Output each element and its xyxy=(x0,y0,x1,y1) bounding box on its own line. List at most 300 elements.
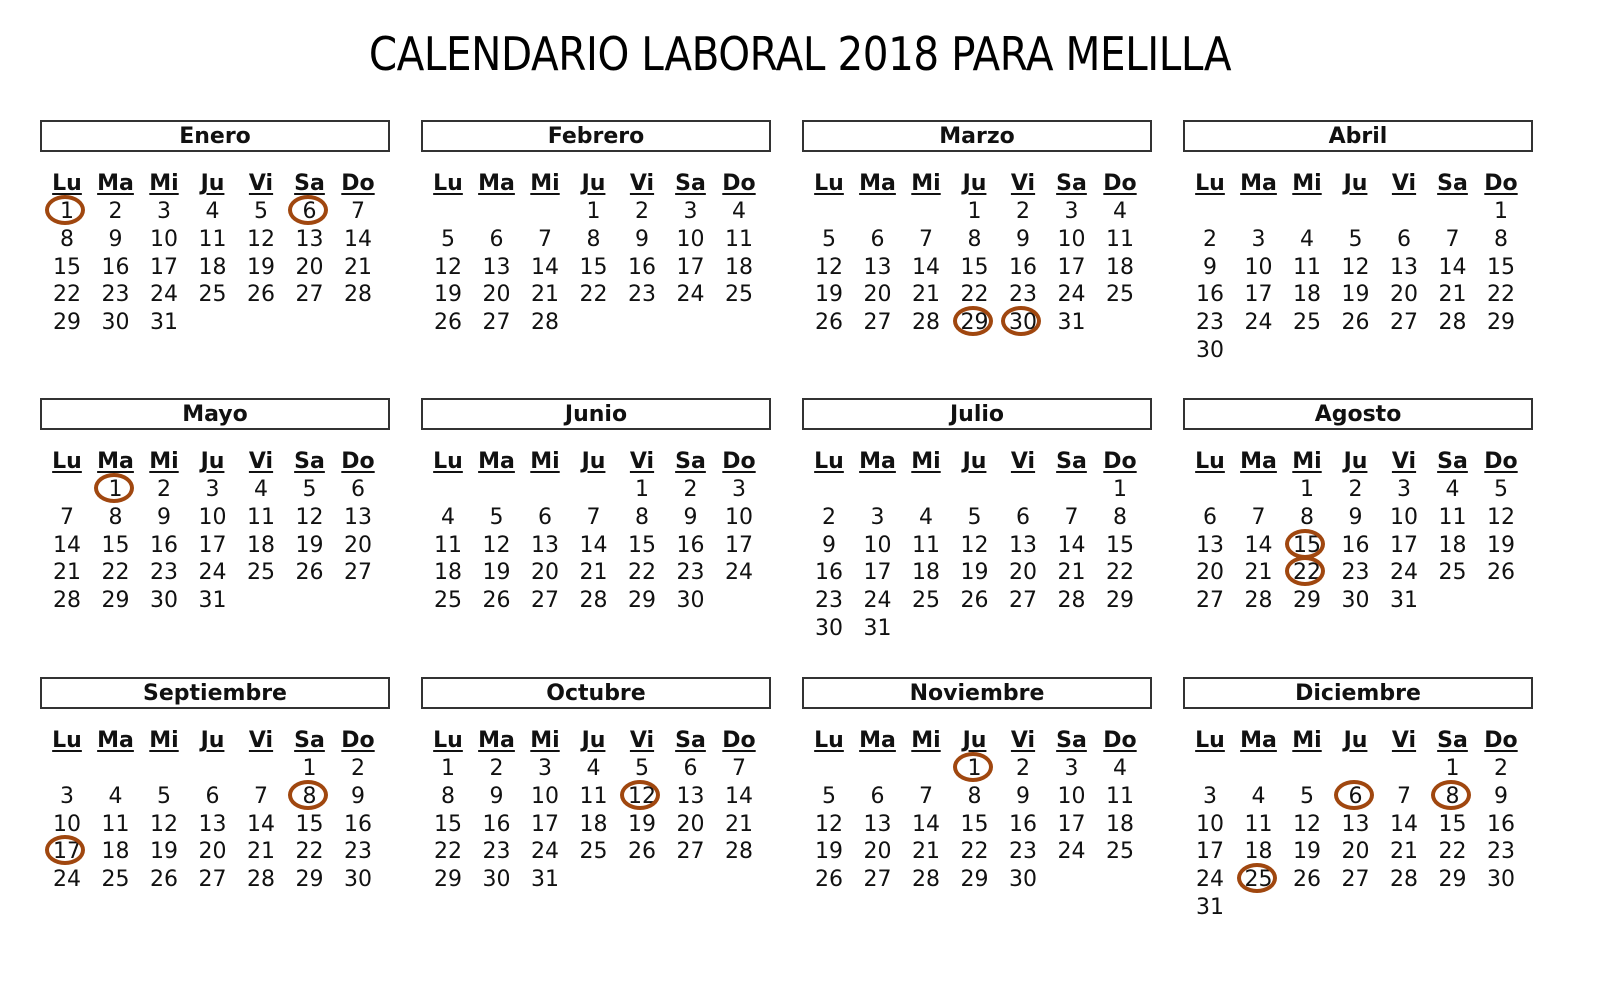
calendar-day: 30 xyxy=(676,588,705,614)
calendar-day: 7 xyxy=(1251,504,1266,530)
holiday-day: 17 xyxy=(42,838,92,866)
weekday-label: Ma xyxy=(97,728,134,753)
calendar-day: 26 xyxy=(960,588,989,614)
calendar-day: 8 xyxy=(1300,504,1314,530)
calendar-day: 27 xyxy=(1196,588,1224,614)
weekday-label: Do xyxy=(722,171,756,196)
calendar-day: 22 xyxy=(101,560,130,586)
weekday-label: Do xyxy=(1484,728,1518,753)
calendar-day: 18 xyxy=(579,811,608,837)
weekday-label: Mi xyxy=(530,728,560,753)
calendar-day: 11 xyxy=(1293,254,1321,280)
calendar-day: 27 xyxy=(531,588,559,614)
calendar-day: 21 xyxy=(1057,560,1086,586)
month-header: Mayo xyxy=(40,398,390,430)
calendar-day: 1 xyxy=(441,756,455,781)
weekday-label: Lu xyxy=(433,171,463,196)
calendar-day: 21 xyxy=(531,282,559,308)
calendar-day: 30 xyxy=(150,588,178,614)
calendar-day: 16 xyxy=(1009,254,1037,280)
calendar-day: 24 xyxy=(53,867,81,893)
calendar-day: 12 xyxy=(1293,811,1321,837)
calendar-day: 27 xyxy=(344,560,372,586)
calendar-day: 30 xyxy=(1009,867,1037,893)
month-days-grid xyxy=(421,709,771,939)
calendar-day: 2 xyxy=(157,477,171,502)
weekday-label: Vi xyxy=(248,728,274,753)
calendar-day: 13 xyxy=(1009,532,1037,558)
calendar-day: 7 xyxy=(254,783,268,809)
weekday-label: Vi xyxy=(1010,171,1036,196)
calendar-day: 10 xyxy=(531,783,559,809)
calendar-day: 31 xyxy=(1390,588,1418,614)
weekday-label: Sa xyxy=(294,449,325,474)
calendar-day: 22 xyxy=(960,282,989,308)
weekday-label: Vi xyxy=(1391,728,1417,753)
calendar-day: 17 xyxy=(198,532,227,558)
calendar-day: 9 xyxy=(1494,783,1508,809)
calendar-day: 18 xyxy=(1106,254,1134,280)
calendar-day: 4 xyxy=(441,504,455,530)
calendar-day: 29 xyxy=(960,867,989,893)
calendar-day: 22 xyxy=(434,839,462,865)
calendar-day: 5 xyxy=(635,756,649,781)
calendar-day: 18 xyxy=(1106,811,1134,837)
weekday-label: Ma xyxy=(859,171,896,196)
calendar-day: 23 xyxy=(1009,282,1037,308)
calendar-day: 26 xyxy=(1293,867,1321,893)
calendar-day: 2 xyxy=(1203,226,1217,252)
weekday-label: Mi xyxy=(149,728,179,753)
month-mayo xyxy=(40,398,390,660)
holiday-day: 1 xyxy=(91,476,141,504)
calendar-day: 8 xyxy=(1113,504,1127,530)
calendar-day: 20 xyxy=(344,532,372,558)
weekday-label: Mi xyxy=(1292,449,1322,474)
weekday-label: Do xyxy=(1103,449,1137,474)
calendar-day: 9 xyxy=(635,226,649,252)
weekday-label: Lu xyxy=(1195,171,1225,196)
calendar-day: 12 xyxy=(815,811,843,837)
calendar-day: 27 xyxy=(482,310,511,336)
calendar-day: 19 xyxy=(247,254,275,280)
calendar-day: 25 xyxy=(912,588,940,614)
calendar-day: 29 xyxy=(628,588,656,614)
calendar-day: 6 xyxy=(870,226,885,252)
weekday-label: Ma xyxy=(1240,449,1277,474)
calendar-day: 21 xyxy=(344,254,372,280)
calendar-day: 16 xyxy=(1009,811,1037,837)
calendar-day: 12 xyxy=(815,254,843,280)
calendar-day: 28 xyxy=(725,839,753,865)
holiday-day: 12 xyxy=(617,783,667,811)
calendar-day: 23 xyxy=(628,282,656,308)
month-header: Diciembre xyxy=(1183,677,1533,709)
month-febrero xyxy=(421,120,771,382)
calendar-day: 3 xyxy=(1251,226,1266,252)
calendar-day: 10 xyxy=(1244,254,1273,280)
calendar-day: 20 xyxy=(1009,560,1037,586)
calendar-day: 10 xyxy=(150,226,178,252)
calendar-day: 7 xyxy=(919,783,933,809)
calendar-day: 9 xyxy=(351,783,365,809)
month-days-grid xyxy=(1183,152,1533,382)
weekday-label: Sa xyxy=(1437,728,1468,753)
calendar-day: 25 xyxy=(1106,282,1134,308)
calendar-day: 11 xyxy=(247,504,275,530)
calendar-day: 31 xyxy=(198,588,227,614)
calendar-day: 9 xyxy=(1016,783,1030,809)
calendar-day: 20 xyxy=(676,811,705,837)
weekday-label: Lu xyxy=(52,449,82,474)
calendar-day: 30 xyxy=(1487,867,1515,893)
calendar-day: 1 xyxy=(586,199,601,224)
calendar-day: 21 xyxy=(53,560,81,586)
weekday-label: Vi xyxy=(629,728,655,753)
weekday-label: Do xyxy=(341,728,375,753)
calendar-day: 29 xyxy=(1438,867,1467,893)
weekday-label: Sa xyxy=(294,728,325,753)
weekday-label: Ma xyxy=(97,171,134,196)
calendar-day: 2 xyxy=(1016,199,1030,224)
calendar-day: 13 xyxy=(482,254,511,280)
month-julio xyxy=(802,398,1152,660)
calendar-day: 8 xyxy=(60,226,74,252)
calendar-day: 8 xyxy=(108,504,123,530)
calendar-day: 15 xyxy=(1438,811,1467,837)
calendar-day: 24 xyxy=(863,588,892,614)
calendar-day: 19 xyxy=(295,532,324,558)
calendar-day: 29 xyxy=(434,867,462,893)
calendar-day: 3 xyxy=(157,199,171,224)
calendar-day: 27 xyxy=(1009,588,1037,614)
weekday-label: Mi xyxy=(911,449,941,474)
calendar-day: 4 xyxy=(1251,783,1266,809)
calendar-day: 23 xyxy=(101,282,130,308)
calendar-day: 20 xyxy=(531,560,559,586)
weekday-label: Ju xyxy=(581,728,606,753)
calendar-day: 14 xyxy=(725,783,753,809)
month-header: Enero xyxy=(40,120,390,152)
calendar-day: 13 xyxy=(1390,254,1418,280)
weekday-label: Ju xyxy=(581,171,606,196)
calendar-day: 31 xyxy=(531,867,559,893)
calendar-day: 4 xyxy=(1445,477,1460,502)
calendar-day: 6 xyxy=(1397,226,1411,252)
calendar-day: 24 xyxy=(531,839,559,865)
weekday-label: Ma xyxy=(859,449,896,474)
weekday-label: Sa xyxy=(294,171,325,196)
calendar-day: 12 xyxy=(247,226,275,252)
calendar-day: 10 xyxy=(1390,504,1418,530)
calendar-day: 17 xyxy=(531,811,559,837)
calendar-day: 2 xyxy=(351,756,365,781)
calendar-day: 28 xyxy=(531,310,559,336)
calendar-day: 25 xyxy=(101,867,130,893)
calendar-day: 9 xyxy=(1348,504,1363,530)
calendar-day: 25 xyxy=(247,560,275,586)
calendar-day: 3 xyxy=(1064,199,1079,224)
calendar-day: 17 xyxy=(1057,811,1086,837)
calendar-day: 18 xyxy=(247,532,275,558)
weekday-label: Vi xyxy=(1391,449,1417,474)
weekday-label: Do xyxy=(341,449,375,474)
calendar-day: 1 xyxy=(1445,756,1460,781)
calendar-day: 31 xyxy=(1196,895,1224,920)
calendar-day: 5 xyxy=(967,504,982,530)
calendar-day: 7 xyxy=(1445,226,1460,252)
calendar-day: 2 xyxy=(635,199,649,224)
calendar-day: 19 xyxy=(628,811,656,837)
weekday-label: Lu xyxy=(433,728,463,753)
calendar-day: 2 xyxy=(1016,756,1030,781)
weekday-label: Lu xyxy=(52,171,82,196)
calendar-day: 23 xyxy=(815,588,843,614)
calendar-day: 27 xyxy=(676,839,705,865)
weekday-label: Ju xyxy=(1343,171,1368,196)
calendar-day: 10 xyxy=(53,811,81,837)
calendar-day: 13 xyxy=(531,532,559,558)
calendar-day: 13 xyxy=(1196,532,1224,558)
calendar-day: 14 xyxy=(579,532,608,558)
weekday-label: Vi xyxy=(629,171,655,196)
calendar-day: 31 xyxy=(1057,310,1086,336)
weekday-label: Ju xyxy=(962,449,987,474)
calendar-day: 28 xyxy=(912,310,940,336)
calendar-day: 6 xyxy=(351,477,365,502)
calendar-day: 4 xyxy=(732,199,746,224)
month-days-grid xyxy=(40,430,390,660)
calendar-day: 9 xyxy=(157,504,171,530)
calendar-day: 9 xyxy=(489,783,504,809)
weekday-label: Mi xyxy=(1292,171,1322,196)
calendar-day: 18 xyxy=(434,560,462,586)
weekday-label: Sa xyxy=(1056,728,1087,753)
holiday-day: 29 xyxy=(950,309,1000,337)
weekday-label: Do xyxy=(1484,449,1518,474)
calendar-day: 11 xyxy=(198,226,227,252)
calendar-day: 23 xyxy=(482,839,511,865)
calendar-day: 16 xyxy=(482,811,511,837)
calendar-day: 15 xyxy=(1487,254,1515,280)
weekday-label: Lu xyxy=(814,449,844,474)
calendar-day: 28 xyxy=(1390,867,1418,893)
calendar-day: 23 xyxy=(676,560,705,586)
calendar-day: 16 xyxy=(1196,282,1224,308)
calendar-day: 25 xyxy=(434,588,462,614)
weekday-label: Ma xyxy=(1240,171,1277,196)
calendar-day: 4 xyxy=(1113,756,1127,781)
month-days-grid xyxy=(1183,430,1533,660)
weekday-label: Vi xyxy=(1391,171,1417,196)
calendar-day: 8 xyxy=(967,226,982,252)
weekday-label: Sa xyxy=(675,728,706,753)
calendar-day: 12 xyxy=(434,254,462,280)
calendar-day: 14 xyxy=(1244,532,1273,558)
calendar-day: 18 xyxy=(198,254,227,280)
calendar-day: 13 xyxy=(1341,811,1370,837)
calendar-day: 14 xyxy=(531,254,559,280)
calendar-day: 22 xyxy=(579,282,608,308)
holiday-day: 30 xyxy=(998,309,1048,337)
calendar-day: 5 xyxy=(302,477,317,502)
calendar-day: 6 xyxy=(1203,504,1217,530)
calendar-day: 14 xyxy=(1438,254,1467,280)
holiday-day: 8 xyxy=(285,783,335,811)
month-days-grid xyxy=(421,430,771,660)
calendar-day: 26 xyxy=(295,560,324,586)
calendar-day: 21 xyxy=(1244,560,1273,586)
calendar-day: 24 xyxy=(1057,282,1086,308)
calendar-day: 3 xyxy=(1064,756,1079,781)
calendar-day: 23 xyxy=(344,839,372,865)
weekday-label: Ma xyxy=(478,728,515,753)
calendar-day: 18 xyxy=(725,254,753,280)
calendar-day: 27 xyxy=(1341,867,1370,893)
weekday-label: Mi xyxy=(911,728,941,753)
calendar-day: 15 xyxy=(434,811,462,837)
calendar-day: 22 xyxy=(1438,839,1467,865)
holiday-day: 1 xyxy=(42,198,92,226)
calendar-day: 2 xyxy=(683,477,698,502)
month-octubre xyxy=(421,677,771,939)
calendar-day: 26 xyxy=(434,310,462,336)
calendar-day: 25 xyxy=(198,282,227,308)
calendar-day: 25 xyxy=(1106,839,1134,865)
calendar-day: 8 xyxy=(1494,226,1508,252)
weekday-label: Vi xyxy=(248,449,274,474)
weekday-label: Do xyxy=(341,171,375,196)
holiday-day: 22 xyxy=(1282,559,1332,587)
calendar-day: 16 xyxy=(815,560,843,586)
calendar-day: 24 xyxy=(198,560,227,586)
calendar-day: 25 xyxy=(579,839,608,865)
calendar-day: 17 xyxy=(676,254,705,280)
calendar-day: 22 xyxy=(1106,560,1134,586)
calendar-day: 8 xyxy=(441,783,455,809)
weekday-label: Sa xyxy=(675,449,706,474)
calendar-day: 21 xyxy=(1390,839,1418,865)
month-days-grid xyxy=(1183,709,1533,939)
weekday-label: Sa xyxy=(675,171,706,196)
calendar-day: 26 xyxy=(1341,310,1370,336)
calendar-day: 20 xyxy=(1196,560,1224,586)
holiday-day: 25 xyxy=(1234,866,1284,894)
calendar-day: 6 xyxy=(870,783,885,809)
calendar-day: 9 xyxy=(1016,226,1030,252)
calendar-day: 9 xyxy=(822,532,836,558)
calendar-day: 30 xyxy=(1341,588,1370,614)
calendar-day: 18 xyxy=(912,560,940,586)
calendar-day: 12 xyxy=(1487,504,1515,530)
weekday-label: Ju xyxy=(200,449,225,474)
calendar-day: 20 xyxy=(482,282,511,308)
calendar-day: 10 xyxy=(1057,226,1086,252)
weekday-label: Lu xyxy=(433,449,463,474)
calendar-day: 21 xyxy=(1438,282,1467,308)
calendar-day: 19 xyxy=(815,282,843,308)
calendar-day: 20 xyxy=(1390,282,1418,308)
calendar-day: 22 xyxy=(295,839,324,865)
calendar-day: 24 xyxy=(725,560,753,586)
calendar-day: 10 xyxy=(676,226,705,252)
calendar-day: 21 xyxy=(725,811,753,837)
calendar-day: 5 xyxy=(441,226,455,252)
calendar-day: 21 xyxy=(579,560,608,586)
calendar-day: 17 xyxy=(863,560,892,586)
calendar-day: 2 xyxy=(108,199,123,224)
calendar-day: 6 xyxy=(538,504,552,530)
weekday-label: Ju xyxy=(1343,449,1368,474)
weekday-label: Mi xyxy=(1292,728,1322,753)
calendar-day: 27 xyxy=(863,867,892,893)
calendar-day: 26 xyxy=(815,867,843,893)
calendar-day: 28 xyxy=(1057,588,1086,614)
calendar-day: 27 xyxy=(1390,310,1418,336)
calendar-day: 1 xyxy=(1300,477,1314,502)
calendar-day: 29 xyxy=(1106,588,1134,614)
calendar-day: 15 xyxy=(101,532,130,558)
calendar-day: 10 xyxy=(863,532,892,558)
month-days-grid xyxy=(40,709,390,939)
month-days-grid xyxy=(802,709,1152,939)
calendar-day: 16 xyxy=(344,811,372,837)
calendar-day: 31 xyxy=(863,616,892,641)
calendar-day: 3 xyxy=(1397,477,1411,502)
calendar-day: 30 xyxy=(101,310,130,336)
weekday-label: Ma xyxy=(1240,728,1277,753)
calendar-day: 2 xyxy=(1348,477,1363,502)
calendar-day: 7 xyxy=(351,199,365,224)
calendar-day: 23 xyxy=(1009,839,1037,865)
weekday-label: Sa xyxy=(1437,449,1468,474)
calendar-day: 23 xyxy=(1487,839,1515,865)
calendar-day: 26 xyxy=(482,588,511,614)
calendar-day: 7 xyxy=(1397,783,1411,809)
calendar-day: 6 xyxy=(489,226,504,252)
calendar-day: 15 xyxy=(960,254,989,280)
calendar-day: 14 xyxy=(1057,532,1086,558)
calendar-day: 4 xyxy=(205,199,220,224)
weekday-label: Vi xyxy=(629,449,655,474)
calendar-day: 1 xyxy=(1113,477,1127,502)
calendar-day: 10 xyxy=(1057,783,1086,809)
calendar-day: 10 xyxy=(198,504,227,530)
weekday-label: Mi xyxy=(149,449,179,474)
calendar-day: 3 xyxy=(683,199,698,224)
calendar-day: 16 xyxy=(676,532,705,558)
calendar-day: 18 xyxy=(1293,282,1321,308)
weekday-label: Lu xyxy=(814,728,844,753)
calendar-day: 28 xyxy=(247,867,275,893)
weekday-label: Do xyxy=(722,449,756,474)
calendar-day: 10 xyxy=(1196,811,1224,837)
calendar-day: 19 xyxy=(1293,839,1321,865)
calendar-day: 18 xyxy=(1244,839,1273,865)
holiday-day: 6 xyxy=(285,198,335,226)
weekday-label: Vi xyxy=(1010,449,1036,474)
calendar-day: 12 xyxy=(960,532,989,558)
weekday-label: Mi xyxy=(911,171,941,196)
calendar-day: 13 xyxy=(295,226,324,252)
weekday-label: Lu xyxy=(1195,728,1225,753)
month-abril xyxy=(1183,120,1533,382)
calendar-day: 19 xyxy=(960,560,989,586)
calendar-day: 30 xyxy=(482,867,511,893)
calendar-day: 27 xyxy=(863,310,892,336)
weekday-label: Ju xyxy=(200,171,225,196)
calendar-day: 29 xyxy=(295,867,324,893)
